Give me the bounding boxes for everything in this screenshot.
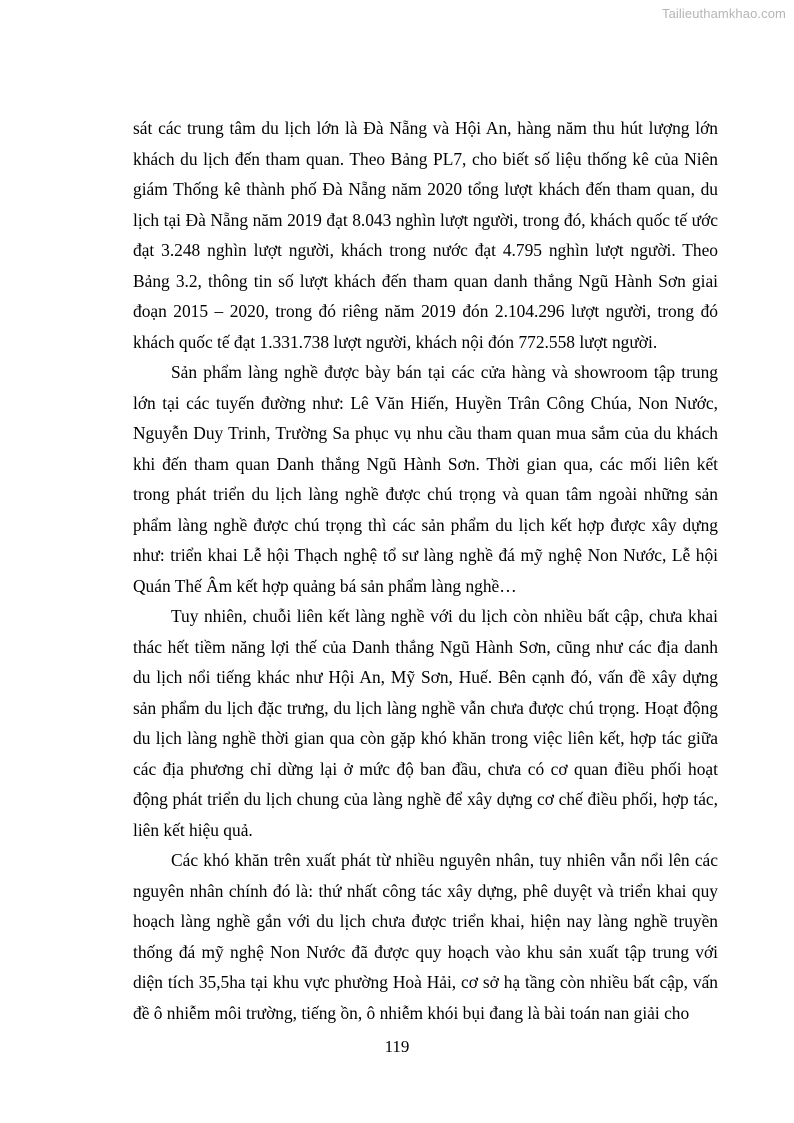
paragraph-3: Tuy nhiên, chuỗi liên kết làng nghề với du lịch còn nhiều bất cập, chưa khai thác hết tiềm năng lợi thế của Danh thắng Ngũ Hành Sơn, cũng như các địa danh du lịch nổi tiếng khác như Hội An, Mỹ Sơn, Huế. Bên cạnh đó, vấn đề xây dựng sản phẩm du lịch đặc trưng, du lịch làng nghề vẫn chưa được chú trọng. Hoạt động du lịch làng nghề thời gian qua còn gặp khó khăn trong việc liên kết, hợp tác giữa các địa phương chỉ dừng lại ở mức độ ban đầu, chưa có cơ quan điều phối hoạt động phát triển du lịch chung của làng nghề để xây dựng cơ chế điều phối, hợp tác, liên kết hiệu quả. [133,606,718,840]
paragraph-1: sát các trung tâm du lịch lớn là Đà Nẵng và Hội An, hàng năm thu hút lượng lớn khách du lịch đến tham quan. Theo Bảng PL7, cho biết số liệu thống kê của Niên giám Thống kê thành phố Đà Nẵng năm 2020 tổng lượt khách đến tham quan, du lịch tại Đà Nẵng năm 2019 đạt 8.043 nghìn lượt người, trong đó, khách quốc tế ước đạt 3.248 nghìn lượt người, khách trong nước đạt 4.795 nghìn lượt người. Theo Bảng 3.2, thông tin số lượt khách đến tham quan danh thắng Ngũ Hành Sơn giai đoạn 2015 – 2020, trong đó riêng năm 2019 đón 2.104.296 lượt người, trong đó khách quốc tế đạt 1.331.738 lượt người, khách nội đón 772.558 lượt người. [133,118,718,352]
document-body [133,113,718,1028]
watermark-text: Tailieuthamkhao.com [661,6,786,21]
paragraph-2: Sản phẩm làng nghề được bày bán tại các cửa hàng và showroom tập trung lớn tại các tuyến đường như: Lê Văn Hiến, Huyền Trân Công Chúa, Non Nước, Nguyễn Duy Trinh, Trường Sa phục vụ nhu cầu tham quan mua sắm của du khách khi đến tham quan Danh thắng Ngũ Hành Sơn. Thời gian qua, các mối liên kết trong phát triển du lịch làng nghề được chú trọng và quan tâm ngoài những sản phẩm làng nghề được chú trọng thì các sản phẩm du lịch kết hợp được xây dựng như: triển khai Lễ hội Thạch nghệ tổ sư làng nghề đá mỹ nghệ Non Nước, Lễ hội Quán Thế Âm kết hợp quảng bá sản phẩm làng nghề… [133,362,718,596]
paragraph-4: Các khó khăn trên xuất phát từ nhiều nguyên nhân, tuy nhiên vẫn nổi lên các nguyên nhân chính đó là: thứ nhất công tác xây dựng, phê duyệt và triển khai quy hoạch làng nghề gắn với du lịch chưa được triển khai, hiện nay làng nghề truyền thống đá mỹ nghệ Non Nước đã được quy hoạch vào khu sản xuất tập trung với diện tích 35,5ha tại khu vực phường Hoà Hải, cơ sở hạ tầng còn nhiều bất cập, vấn đề ô nhiễm môi trường, tiếng ồn, ô nhiễm khói bụi đang là bài toán nan giải cho [133,850,718,1023]
page-number: 119 [384,1037,410,1056]
